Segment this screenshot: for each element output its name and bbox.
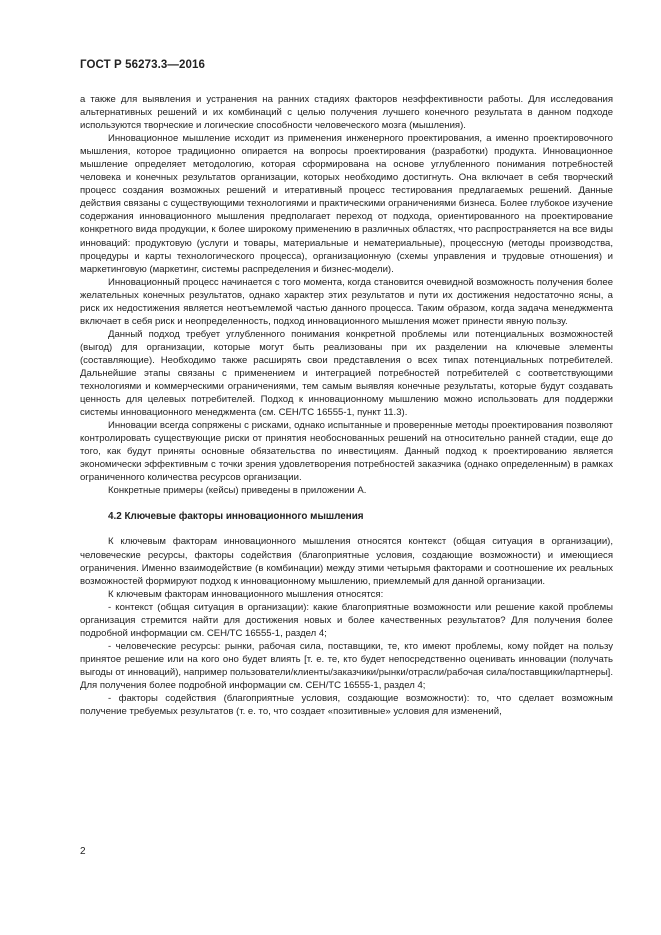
document-header: ГОСТ Р 56273.3—2016: [80, 59, 205, 71]
paragraph: Конкретные примеры (кейсы) приведены в приложении А.: [108, 485, 367, 497]
paragraph: а также для выявления и устранения на ранних стадиях факторов неэффективности работы. Для исследования альтернативных решений и их комбинаций с целью получения лучшего конечного результата в данном подходе используются творческие и логические способности человеческого мозга (мышления).: [80, 94, 613, 132]
paragraph: Инновационный процесс начинается с того момента, когда становится очевидной возможность получения более желательных конечных результатов, однако характер этих результатов и пути их достижения недостаточно ясны, а риск их недостижения является неотъемлемой частью данного процесса. Таким образом, когда задача менеджмента включает в себя риск и неопределенность, подход инновационного мышления может принести явную пользу.: [80, 276, 613, 327]
paragraph: Данный подход требует углубленного понимания конкретной проблемы или потенциальных возможностей (выгод) для организации, которые могут быть реализованы при их разделении на ключевые элементы (составляющие). Необходимо также расширять свои представления о всех типах потенциальных потребителей. Дальнейшие этапы связаны с применением и интеграцией потребностей потребителей с соответствующими технологиями и коммерческими ограничениями, тем самым выявляя конечные результаты, которые будут создавать ценность для целевых потребителей. Подход к инновационному мышлению можно использовать для поддержки системы инновационного менеджмента (см. CEH/TC 16555-1, пункт 11.3).: [80, 328, 613, 419]
document-body: [80, 93, 613, 718]
list-item: - контекст (общая ситуация в организации): какие благоприятные возможности или решение какой проблемы организация стремится найти для достижения новых и более качественных результатов? Для получения более подробной информации см. CEH/TC 16555-1, раздел 4;: [80, 601, 613, 639]
paragraph: К ключевым факторам инновационного мышления относятся контекст (общая ситуация в организации), человеческие ресурсы, факторы содействия (благоприятные условия, создающие возможности) и имеющиеся ограничения. Именно взаимодействие (в комбинации) между этими четырьмя факторами и соотношение их реальных возможностей формируют подход к инновационному мышлению, приемлемый для данной организации.: [80, 536, 613, 587]
list-item: - факторы содействия (благоприятные условия, создающие возможности): то, что сделает возможным получение требуемых результатов (т. е. то, что создает «позитивные» условия для изменений,: [80, 693, 613, 718]
page-number: 2: [80, 846, 86, 857]
list-item: - человеческие ресурсы: рынки, рабочая сила, поставщики, те, кто имеют проблемы, кому пойдет на пользу принятое решение или на кого оно будет влиять [т. е. те, кто будет непосредственно оценивать инновации (получать выгоды от инноваций), например пользователи/клиенты/заказчики/рынки/отрасли/рабочая сила/поставщики/партнеры]. Для получения более подробной информации см. CEH/TC 16555-1, раздел 4;: [80, 640, 613, 691]
paragraph: К ключевым факторам инновационного мышления относятся:: [108, 588, 384, 600]
section-heading: 4.2 Ключевые факторы инновационного мышления: [108, 511, 364, 523]
paragraph: Инновационное мышление исходит из применения инженерного проектирования, а именно проектировочного мышления, которое традиционно опирается на вопросы проектирования (разработки) продукта. Инновационное мышление определяет методологию, которая сформирована на основе углубленного понимания потребностей человека и конечных результатов организации, которых необходимо достигнуть. Она включает в себя творческий процесс создания возможных решений и итеративный процесс тестирования предлагаемых решений. Данные действия связаны с существующими технологиями и практическими ограничениями бизнеса. Более глубокое изучение содержания инновационного мышления предполагает переход от подхода, ориентированного на проектирование конкретного вида продукции, к более широкому применению в различных областях, что распространяется на все виды инноваций: продуктовую (услуги и товары, материальные и нематериальные), процессную (методы производства, процедуры и карты технологического процесса), организационную (схемы управления и трудовые отношения) и маркетинговую (маркетинг, системы распределения и бизнес-модели).: [80, 133, 613, 275]
paragraph: Инновации всегда сопряжены с рисками, однако испытанные и проверенные методы проектирования позволяют контролировать существующие риски от принятия необоснованных решений на относительно ранней стадии, еще до того, как будут приняты основные обязательства по инвестициям. Данный подход к проектированию является экономически эффективным с точки зрения удовлетворения потребностей заказчика (однако определенным) в рамках ограниченного количества ресурсов организации.: [80, 420, 613, 484]
